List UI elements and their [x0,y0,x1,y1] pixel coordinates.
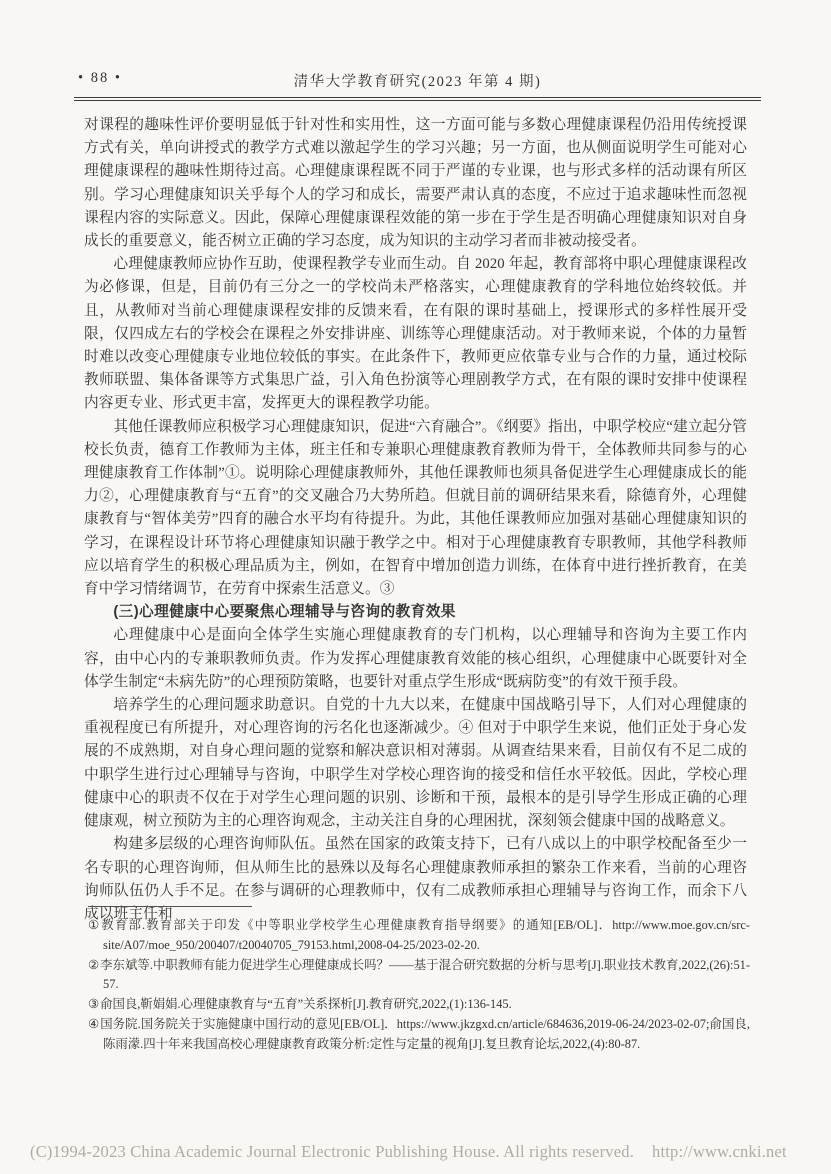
footnote-text: 俞国良,靳娟娟.心理健康教育与“五育”关系探析[J].教育研究,2022,(1):136-145. [100,997,512,1012]
header-double-rule [74,97,761,101]
article-body [84,114,747,926]
paragraph: 心理健康中心是面向全体学生实施心理健康教育的专门机构，以心理辅导和咨询为主要工作内容，由中心内的专兼职教师负责。作为发挥心理健康教育效能的核心组织，心理健康中心既要针对全体学生制定“未病先防”的心理预防策略，也要针对重点学生形成“既病防变”的有效干预手段。 [84,627,747,690]
journal-title: 清华大学教育研究(2023 年第 4 期) [293,74,542,90]
paragraph: 对课程的趣味性评价要明显低于针对性和实用性，这一方面可能与多数心理健康课程仍沿用传统授课方式有关，单向讲授式的教学方式难以激起学生的学习兴趣；另一方面，也从侧面说明学生可能对心理健康课程的趣味性期待过高。心理健康课程既不同于严谨的专业课，也与形式多样的活动课有所区别。学习心理健康知识关乎每个人的学习和成长，需要严肃认真的态度，不应过于追求趣味性而忽视课程内容的实际意义。因此，保障心理健康课程效能的第一步在于学生是否明确心理健康知识对自身成长的重要意义，能否树立正确的学习态度，成为知识的主动学习者而非被动接受者。 [84,117,747,250]
footnote-item [88,956,750,996]
footnote-text: 李东斌等.中职教师有能力促进学生心理健康成长吗？——基于混合研究数据的分析与思考[J].职业技术教育,2022,(26):51-57. [100,957,750,992]
paragraph: 构建多层级的心理咨询师队伍。虽然在国家的政策支持下，已有八成以上的中职学校配备至少一名专职的心理咨询师，但从师生比的悬殊以及每名心理健康教师承担的繁杂工作来看，当前的心理咨询师队伍仍人手不足。在参与调研的心理教师中，仅有二成教师承担心理辅导与咨询工作，而余下八成以班主任和 [84,836,747,922]
page-header [76,70,759,90]
paragraph: 心理健康教师应协作互助，使课程教学专业而生动。自 2020 年起，教育部将中职心理健康课程改为必修课，但是，目前仍有三分之一的学校尚未严格落实，心理健康教育的学科地位始终较低。并且，从教师对当前心理健康课程安排的反馈来看，在有限的课时基础上，授课形式的多样性展开受限，仅四成左右的学校会在课程之外安排讲座、训练等心理健康活动。对于教师来说，个体的力量暂时难以改变心理健康专业地位较低的事实。在此条件下，教师更应依靠专业与合作的力量，通过校际教师联盟、集体备课等方式集思广益，引入角色扮演等心理剧教学方式，在有限的课时安排中使课程内容更专业、形式更丰富，发挥更大的课程教学功能。 [84,256,747,412]
footnote-separator [88,906,252,907]
footnote-item [88,1015,750,1055]
copyright-text: (C)1994-2023 China Academic Journal Electronic Publishing House. All rights reserved. [30,1142,635,1161]
paragraph: 其他任课教师应积极学习心理健康知识，促进“六育融合”。《纲要》指出，中职学校应“建立起分管校长负责，德育工作教师为主体，班主任和专兼职心理健康教育教师为骨干，全体教师共同参与的心理健康教育工作体制”①。说明除心理健康教师外，其他任课教师也须具备促进学生心理健康成长的能力②，心理健康教育与“五育”的交叉融合乃大势所趋。但就目前的调研结果来看，除德育外，心理健康教育与“智体美劳”四育的融合水平均有待提升。为此，其他任课教师应加强对基础心理健康知识的学习，在课程设计环节将心理健康知识融于教学之中。相对于心理健康教育专职教师，其他学科教师应以培育学生的积极心理品质为主，例如，在智育中增加创造力训练，在体育中进行挫折教育，在美育中学习情绪调节，在劳育中探索生活意义。③ [84,418,747,598]
section-heading: (三)心理健康中心要聚焦心理辅导与咨询的教育效果 [113,604,456,621]
footer-url: http://www.cnki.net [652,1142,787,1161]
footnote-item [88,995,750,1015]
footnote-marker: ② [88,957,100,972]
footnote-marker: ③ [88,997,100,1012]
footnote-text: 教育部.教育部关于印发《中等职业学校学生心理健康教育指导纲要》的通知[EB/OL]．http://www.moe.gov.cn/src-site/A07/moe_950/200407/t20040705_79153.html,2008-04-25/2023-02-20. [101,918,751,952]
cnki-footer [30,1142,810,1162]
paragraph: 培养学生的心理问题求助意识。自党的十九大以来，在健康中国战略引导下，人们对心理健康的重视程度已有所提升，对心理咨询的污名化也逐渐减少。④ 但对于中职学生来说，他们正处于身心发展的不成熟期，对自身心理问题的觉察和解决意识相对薄弱。从调查结果来看，目前仅有不足二成的中职学生进行过心理辅导与咨询，中职学生对学校心理咨询的接受和信任水平较低。因此，学校心理健康中心的职责不仅在于对学生心理问题的识别、诊断和干预，最根本的是引导学生形成正确的心理健康观，树立预防为主的心理咨询观念，主动关注自身的心理困扰，深刻领会健康中国的战略意义。 [84,697,747,830]
page-number: • 88 • [78,70,122,86]
footnote-marker: ① [88,918,101,932]
footnote-item [88,916,750,956]
footnotes [88,916,750,1055]
footnote-marker: ④ [88,1016,100,1031]
footnote-text: 国务院.国务院关于实施健康中国行动的意见[EB/OL]．https://www.jkzgxd.cn/article/684636,2019-06-24/2023-02-07;俞国良,陈雨濛.四十年来我国高校心理健康教育政策分析:定性与定量的视角[J].复旦教育论坛,2022,(4):80-87. [100,1016,750,1051]
